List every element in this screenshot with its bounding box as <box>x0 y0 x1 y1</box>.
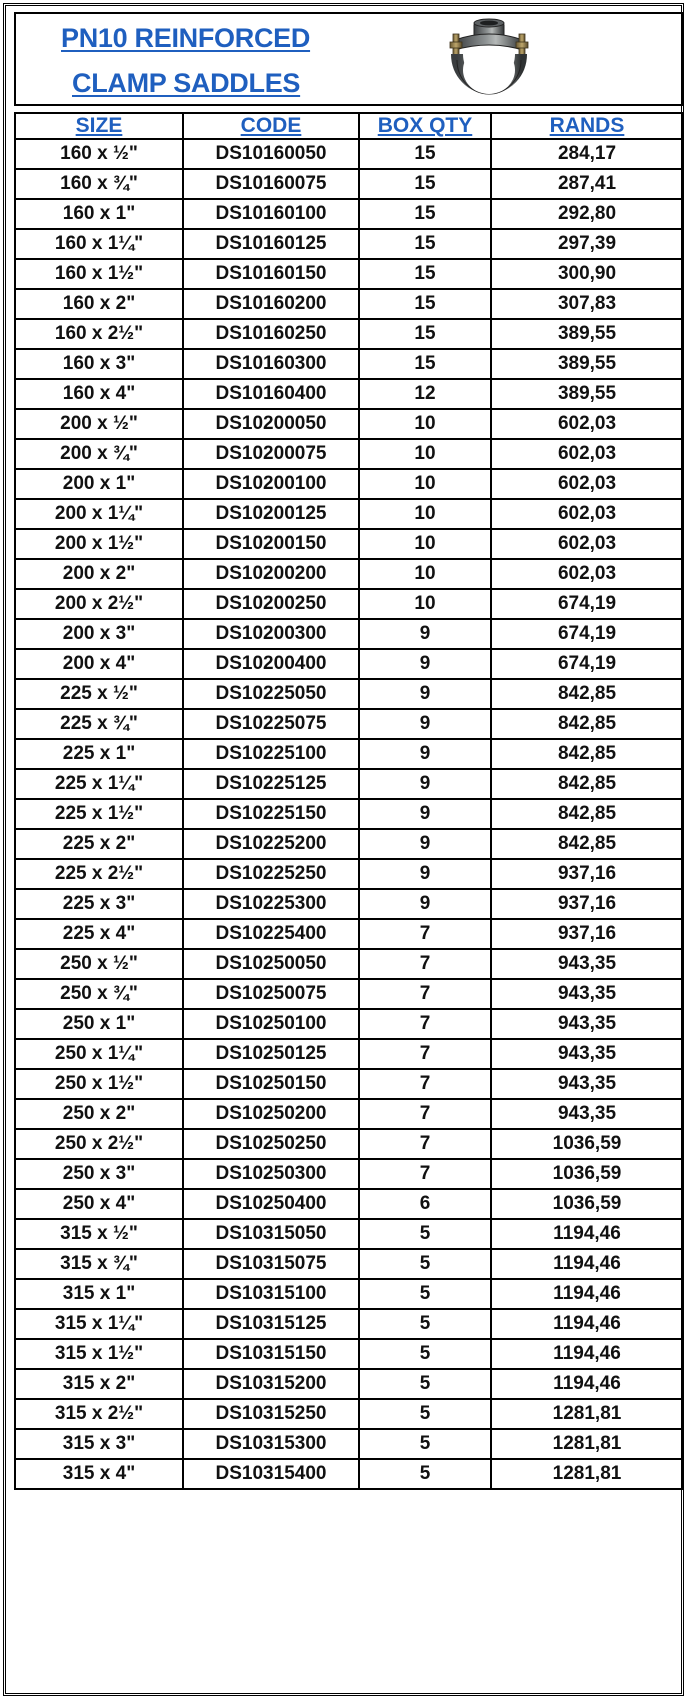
cell-rands: 284,17 <box>491 139 683 169</box>
cell-rands: 1036,59 <box>491 1159 683 1189</box>
cell-size: 160 x 1½" <box>15 259 183 289</box>
cell-rands: 943,35 <box>491 1069 683 1099</box>
table-row <box>15 1159 683 1189</box>
cell-rands: 1281,81 <box>491 1429 683 1459</box>
cell-code: DS10250050 <box>183 949 359 979</box>
cell-rands: 842,85 <box>491 829 683 859</box>
cell-rands: 307,83 <box>491 289 683 319</box>
price-sheet <box>3 3 684 1696</box>
cell-code: DS10225400 <box>183 919 359 949</box>
table-row <box>15 1039 683 1069</box>
table-row <box>15 979 683 1009</box>
cell-size: 225 x 3" <box>15 889 183 919</box>
table-row <box>15 799 683 829</box>
cell-code: DS10160400 <box>183 379 359 409</box>
cell-rands: 1194,46 <box>491 1249 683 1279</box>
cell-box-qty: 9 <box>359 799 491 829</box>
cell-box-qty: 9 <box>359 679 491 709</box>
cell-rands: 674,19 <box>491 649 683 679</box>
cell-size: 200 x 2" <box>15 559 183 589</box>
cell-box-qty: 7 <box>359 919 491 949</box>
cell-size: 315 x 2" <box>15 1369 183 1399</box>
table-row <box>15 199 683 229</box>
cell-code: DS10160075 <box>183 169 359 199</box>
cell-code: DS10200400 <box>183 649 359 679</box>
cell-box-qty: 7 <box>359 949 491 979</box>
table-row <box>15 1279 683 1309</box>
cell-size: 225 x 1¼" <box>15 769 183 799</box>
cell-size: 200 x 4" <box>15 649 183 679</box>
cell-box-qty: 10 <box>359 439 491 469</box>
cell-rands: 1194,46 <box>491 1369 683 1399</box>
cell-code: DS10315200 <box>183 1369 359 1399</box>
cell-size: 200 x 1½" <box>15 529 183 559</box>
cell-box-qty: 9 <box>359 649 491 679</box>
cell-size: 160 x 2½" <box>15 319 183 349</box>
cell-size: 225 x ½" <box>15 679 183 709</box>
cell-size: 225 x 4" <box>15 919 183 949</box>
cell-box-qty: 7 <box>359 1099 491 1129</box>
cell-box-qty: 7 <box>359 1129 491 1159</box>
cell-code: DS10315400 <box>183 1459 359 1489</box>
cell-rands: 1036,59 <box>491 1189 683 1219</box>
table-row <box>15 499 683 529</box>
cell-box-qty: 15 <box>359 139 491 169</box>
cell-rands: 842,85 <box>491 739 683 769</box>
cell-box-qty: 12 <box>359 379 491 409</box>
table-row <box>15 379 683 409</box>
cell-box-qty: 6 <box>359 1189 491 1219</box>
cell-code: DS10315250 <box>183 1399 359 1429</box>
cell-code: DS10225100 <box>183 739 359 769</box>
cell-box-qty: 15 <box>359 259 491 289</box>
table-row <box>15 1219 683 1249</box>
cell-size: 250 x 3" <box>15 1159 183 1189</box>
cell-rands: 602,03 <box>491 559 683 589</box>
column-header-code: CODE <box>183 113 359 139</box>
cell-rands: 297,39 <box>491 229 683 259</box>
cell-rands: 937,16 <box>491 919 683 949</box>
cell-code: DS10160050 <box>183 139 359 169</box>
cell-rands: 842,85 <box>491 769 683 799</box>
title-line-2: CLAMP SADDLES <box>72 68 301 98</box>
cell-box-qty: 5 <box>359 1279 491 1309</box>
table-row <box>15 1099 683 1129</box>
cell-rands: 602,03 <box>491 439 683 469</box>
cell-size: 225 x ¾" <box>15 709 183 739</box>
title-line-1: PN10 REINFORCED <box>61 23 311 53</box>
cell-code: DS10200050 <box>183 409 359 439</box>
cell-code: DS10200075 <box>183 439 359 469</box>
cell-code: DS10160300 <box>183 349 359 379</box>
cell-rands: 937,16 <box>491 889 683 919</box>
cell-size: 160 x 4" <box>15 379 183 409</box>
cell-size: 250 x 1¼" <box>15 1039 183 1069</box>
cell-code: DS10315050 <box>183 1219 359 1249</box>
cell-size: 160 x 2" <box>15 289 183 319</box>
cell-size: 250 x ¾" <box>15 979 183 1009</box>
cell-size: 160 x 1" <box>15 199 183 229</box>
cell-code: DS10200150 <box>183 529 359 559</box>
cell-code: DS10315125 <box>183 1309 359 1339</box>
cell-code: DS10225150 <box>183 799 359 829</box>
cell-size: 225 x 1½" <box>15 799 183 829</box>
cell-code: DS10160125 <box>183 229 359 259</box>
cell-code: DS10200300 <box>183 619 359 649</box>
cell-rands: 842,85 <box>491 799 683 829</box>
cell-code: DS10250075 <box>183 979 359 1009</box>
cell-rands: 1194,46 <box>491 1219 683 1249</box>
cell-box-qty: 10 <box>359 469 491 499</box>
cell-size: 250 x 2½" <box>15 1129 183 1159</box>
cell-box-qty: 5 <box>359 1249 491 1279</box>
cell-rands: 1194,46 <box>491 1339 683 1369</box>
table-row <box>15 1429 683 1459</box>
cell-code: DS10250200 <box>183 1099 359 1129</box>
cell-size: 200 x 1¼" <box>15 499 183 529</box>
table-row <box>15 1069 683 1099</box>
cell-box-qty: 10 <box>359 559 491 589</box>
table-row <box>15 409 683 439</box>
table-row <box>15 1189 683 1219</box>
cell-box-qty: 9 <box>359 769 491 799</box>
table-row <box>15 919 683 949</box>
table-row <box>15 1399 683 1429</box>
cell-rands: 674,19 <box>491 589 683 619</box>
table-row <box>15 559 683 589</box>
cell-rands: 1194,46 <box>491 1279 683 1309</box>
cell-code: DS10225075 <box>183 709 359 739</box>
cell-size: 250 x ½" <box>15 949 183 979</box>
cell-code: DS10315300 <box>183 1429 359 1459</box>
cell-code: DS10315150 <box>183 1339 359 1369</box>
table-row <box>15 889 683 919</box>
cell-rands: 674,19 <box>491 619 683 649</box>
cell-box-qty: 15 <box>359 349 491 379</box>
cell-size: 250 x 4" <box>15 1189 183 1219</box>
cell-rands: 1281,81 <box>491 1399 683 1429</box>
cell-rands: 1194,46 <box>491 1309 683 1339</box>
table-row <box>15 1309 683 1339</box>
cell-box-qty: 5 <box>359 1429 491 1459</box>
table-row <box>15 1009 683 1039</box>
cell-size: 315 x 4" <box>15 1459 183 1489</box>
cell-box-qty: 5 <box>359 1339 491 1369</box>
cell-size: 250 x 1½" <box>15 1069 183 1099</box>
table-row <box>15 709 683 739</box>
table-row <box>15 169 683 199</box>
title-box <box>14 12 683 106</box>
cell-code: DS10200200 <box>183 559 359 589</box>
cell-rands: 937,16 <box>491 859 683 889</box>
cell-code: DS10200125 <box>183 499 359 529</box>
cell-rands: 602,03 <box>491 409 683 439</box>
table-row <box>15 1369 683 1399</box>
cell-rands: 300,90 <box>491 259 683 289</box>
cell-box-qty: 9 <box>359 619 491 649</box>
cell-box-qty: 7 <box>359 1069 491 1099</box>
table-row <box>15 259 683 289</box>
cell-box-qty: 15 <box>359 229 491 259</box>
cell-size: 200 x ¾" <box>15 439 183 469</box>
cell-code: DS10250100 <box>183 1009 359 1039</box>
cell-size: 315 x 3" <box>15 1429 183 1459</box>
cell-size: 315 x 1¼" <box>15 1309 183 1339</box>
cell-code: DS10225050 <box>183 679 359 709</box>
cell-code: DS10225250 <box>183 859 359 889</box>
column-header-size: SIZE <box>15 113 183 139</box>
cell-box-qty: 9 <box>359 709 491 739</box>
cell-size: 160 x ¾" <box>15 169 183 199</box>
cell-code: DS10315100 <box>183 1279 359 1309</box>
cell-code: DS10200250 <box>183 589 359 619</box>
cell-box-qty: 15 <box>359 319 491 349</box>
column-header-rands: RANDS <box>491 113 683 139</box>
cell-box-qty: 15 <box>359 289 491 319</box>
cell-box-qty: 5 <box>359 1219 491 1249</box>
table-row <box>15 949 683 979</box>
cell-box-qty: 9 <box>359 829 491 859</box>
cell-box-qty: 5 <box>359 1369 491 1399</box>
cell-code: DS10250150 <box>183 1069 359 1099</box>
cell-rands: 602,03 <box>491 529 683 559</box>
cell-code: DS10160100 <box>183 199 359 229</box>
table-row <box>15 1339 683 1369</box>
cell-rands: 389,55 <box>491 319 683 349</box>
cell-size: 160 x 1¼" <box>15 229 183 259</box>
cell-code: DS10315075 <box>183 1249 359 1279</box>
table-row <box>15 289 683 319</box>
cell-box-qty: 10 <box>359 409 491 439</box>
cell-code: DS10250400 <box>183 1189 359 1219</box>
cell-box-qty: 7 <box>359 1009 491 1039</box>
cell-size: 200 x 3" <box>15 619 183 649</box>
cell-rands: 842,85 <box>491 679 683 709</box>
cell-code: DS10225125 <box>183 769 359 799</box>
table-row <box>15 739 683 769</box>
cell-rands: 287,41 <box>491 169 683 199</box>
table-body <box>15 139 683 1489</box>
cell-size: 225 x 1" <box>15 739 183 769</box>
cell-rands: 292,80 <box>491 199 683 229</box>
table-row <box>15 229 683 259</box>
cell-size: 315 x 1½" <box>15 1339 183 1369</box>
column-header-box-qty: BOX QTY <box>359 113 491 139</box>
cell-size: 200 x 1" <box>15 469 183 499</box>
cell-box-qty: 10 <box>359 589 491 619</box>
cell-box-qty: 9 <box>359 859 491 889</box>
cell-box-qty: 9 <box>359 889 491 919</box>
cell-rands: 842,85 <box>491 709 683 739</box>
cell-size: 225 x 2" <box>15 829 183 859</box>
cell-box-qty: 5 <box>359 1459 491 1489</box>
cell-code: DS10160200 <box>183 289 359 319</box>
cell-code: DS10200100 <box>183 469 359 499</box>
cell-box-qty: 10 <box>359 499 491 529</box>
cell-size: 160 x ½" <box>15 139 183 169</box>
cell-code: DS10160250 <box>183 319 359 349</box>
table-row <box>15 349 683 379</box>
cell-box-qty: 7 <box>359 1159 491 1189</box>
cell-rands: 943,35 <box>491 1099 683 1129</box>
cell-code: DS10225200 <box>183 829 359 859</box>
table-row <box>15 589 683 619</box>
cell-box-qty: 7 <box>359 1039 491 1069</box>
cell-rands: 1281,81 <box>491 1459 683 1489</box>
cell-box-qty: 9 <box>359 739 491 769</box>
cell-code: DS10250250 <box>183 1129 359 1159</box>
cell-box-qty: 10 <box>359 529 491 559</box>
table-row <box>15 469 683 499</box>
cell-box-qty: 5 <box>359 1309 491 1339</box>
table-row <box>15 1249 683 1279</box>
cell-rands: 1036,59 <box>491 1129 683 1159</box>
cell-code: DS10250300 <box>183 1159 359 1189</box>
cell-rands: 943,35 <box>491 1039 683 1069</box>
table-header-row <box>15 113 683 139</box>
cell-size: 315 x ½" <box>15 1219 183 1249</box>
cell-box-qty: 15 <box>359 169 491 199</box>
cell-box-qty: 15 <box>359 199 491 229</box>
table-row <box>15 619 683 649</box>
table-row <box>15 529 683 559</box>
cell-size: 200 x 2½" <box>15 589 183 619</box>
cell-size: 315 x 2½" <box>15 1399 183 1429</box>
table-row <box>15 649 683 679</box>
table-row <box>15 439 683 469</box>
cell-rands: 389,55 <box>491 379 683 409</box>
cell-code: DS10160150 <box>183 259 359 289</box>
cell-rands: 389,55 <box>491 349 683 379</box>
table-row <box>15 829 683 859</box>
cell-code: DS10225300 <box>183 889 359 919</box>
cell-rands: 943,35 <box>491 979 683 1009</box>
cell-box-qty: 7 <box>359 979 491 1009</box>
cell-size: 250 x 2" <box>15 1099 183 1129</box>
table-row <box>15 139 683 169</box>
table-row <box>15 1459 683 1489</box>
table-row <box>15 679 683 709</box>
cell-size: 200 x ½" <box>15 409 183 439</box>
cell-size: 160 x 3" <box>15 349 183 379</box>
cell-size: 250 x 1" <box>15 1009 183 1039</box>
cell-rands: 943,35 <box>491 949 683 979</box>
cell-rands: 602,03 <box>491 499 683 529</box>
cell-box-qty: 5 <box>359 1399 491 1429</box>
table-row <box>15 769 683 799</box>
cell-size: 315 x ¾" <box>15 1249 183 1279</box>
cell-code: DS10250125 <box>183 1039 359 1069</box>
cell-size: 225 x 2½" <box>15 859 183 889</box>
table-row <box>15 319 683 349</box>
cell-rands: 943,35 <box>491 1009 683 1039</box>
cell-rands: 602,03 <box>491 469 683 499</box>
price-table <box>14 112 684 1490</box>
clamp-saddle-image <box>441 18 537 102</box>
table-row <box>15 859 683 889</box>
cell-size: 315 x 1" <box>15 1279 183 1309</box>
table-row <box>15 1129 683 1159</box>
